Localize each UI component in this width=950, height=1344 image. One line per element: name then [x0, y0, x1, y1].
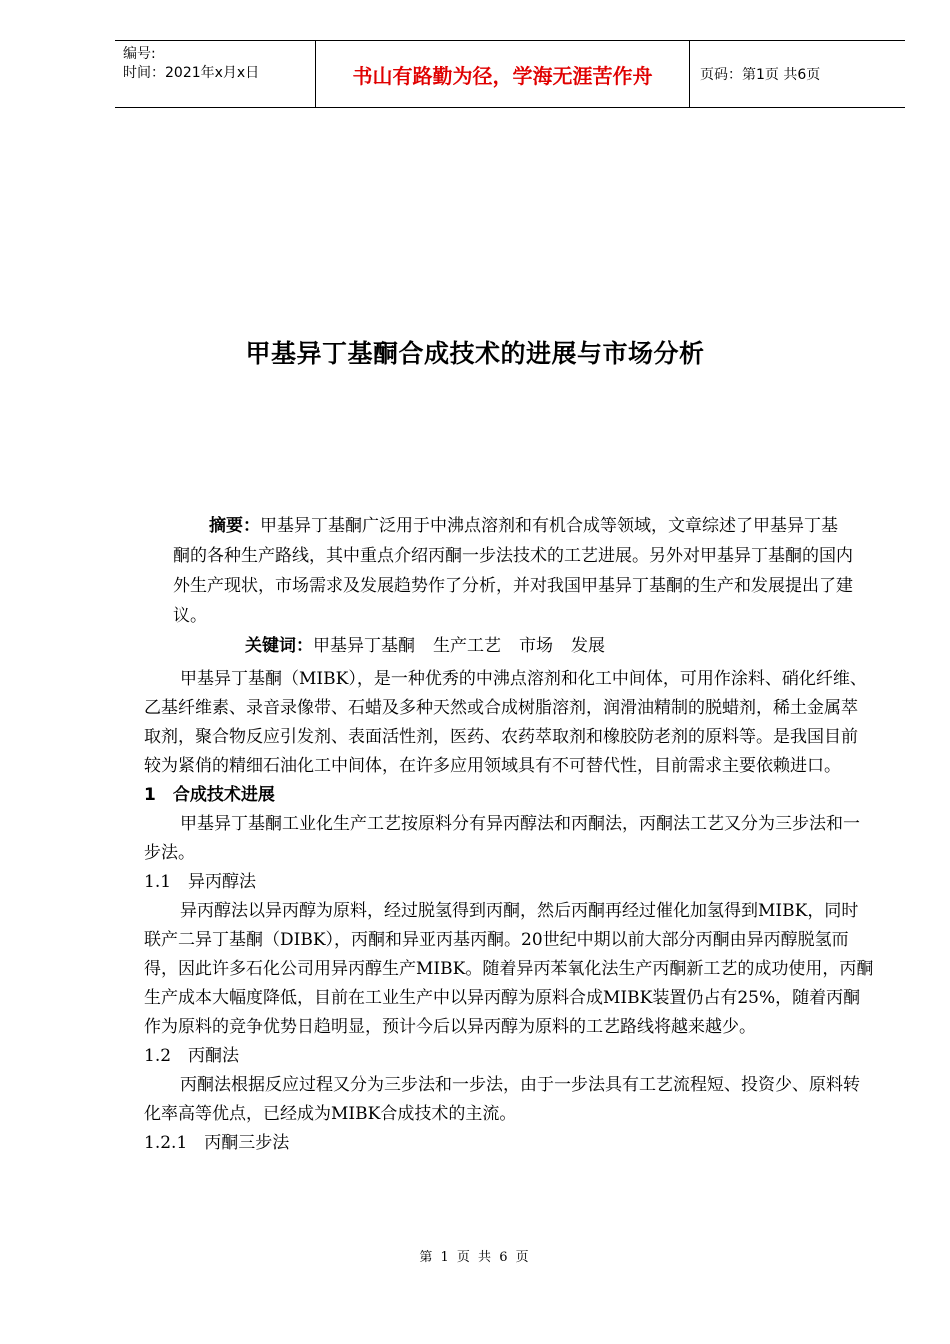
subsection-heading: 1.1 异丙醇法	[144, 872, 257, 892]
abstract-label: 摘要：	[209, 516, 260, 536]
header-motto: 书山有路勤为径，学海无涯苦作舟	[316, 41, 690, 107]
abstract-text: 甲基异丁基酮广泛用于中沸点溶剂和有机合成等领域，文章综述了甲基异丁基酮的各种生产路线，其中重点介绍丙酮一步法技术的工艺进展。另外对甲基异丁基酮的国内外生产现状，市场需求及发展趋势作了分析，并对我国甲基异丁基酮的生产和发展提出了建议。	[173, 516, 853, 626]
keyword: 发展	[571, 636, 605, 656]
keyword: 市场	[519, 636, 553, 656]
subsection-heading: 1.2 丙酮法	[144, 1046, 240, 1066]
intro-paragraph: 甲基异丁基酮（MIBK），是一种优秀的中沸点溶剂和化工中间体，可用作涂料、硝化纤维、乙基纤维素、录音录像带、石蜡及多种天然或合成树脂溶剂，润滑油精制的脱蜡剂，稀土金属萃取剂，聚合物反应引发剂、表面活性剂，医药、农药萃取剂和橡胶防老剂的原料等。是我国目前较为紧俏的精细石油化工中间体，在许多应用领域具有不可替代性，目前需求主要依赖进口。	[144, 669, 867, 776]
page-footer: 第 1 页 共 6 页	[419, 1250, 531, 1265]
section-paragraph: 甲基异丁基酮工业化生产工艺按原料分有异丙醇法和丙酮法，丙酮法工艺又分为三步法和一步法。	[144, 814, 860, 863]
section-heading: 1 合成技术进展	[144, 785, 275, 805]
subsection-heading: 1.2.1 丙酮三步法	[144, 1133, 290, 1153]
abstract	[173, 511, 853, 661]
time-label: 时间：2021年x月x日	[123, 65, 260, 81]
page-header	[115, 40, 905, 108]
keywords-label: 关键词：	[245, 636, 313, 656]
abstract-paragraph	[173, 511, 853, 631]
body-text	[144, 665, 874, 1158]
keyword: 生产工艺	[433, 636, 501, 656]
document-title: 甲基异丁基酮合成技术的进展与市场分析	[245, 339, 705, 368]
section-paragraph: 丙酮法根据反应过程又分为三步法和一步法，由于一步法具有工艺流程短、投资少、原料转化率高等优点，已经成为MIBK合成技术的主流。	[144, 1075, 860, 1124]
keywords	[173, 631, 853, 661]
section-paragraph: 异丙醇法以异丙醇为原料，经过脱氢得到丙酮，然后丙酮再经过催化加氢得到MIBK，同时联产二异丁基酮（DIBK），丙酮和异亚丙基丙酮。20世纪中期以前大部分丙酮由异丙醇脱氢而得，因此许多石化公司用异丙醇生产MIBK。随着异丙苯氧化法生产丙酮新工艺的成功使用，丙酮生产成本大幅度降低，目前在工业生产中以异丙醇为原料合成MIBK装置仍占有25%，随着丙酮作为原料的竞争优势日趋明显，预计今后以异丙醇为原料的工艺路线将越来越少。	[144, 901, 874, 1037]
header-page-info: 页码：第1页 共6页	[700, 67, 821, 83]
header-meta	[115, 41, 316, 107]
number-label: 编号:	[123, 46, 156, 62]
keyword: 甲基异丁基酮	[313, 636, 415, 656]
